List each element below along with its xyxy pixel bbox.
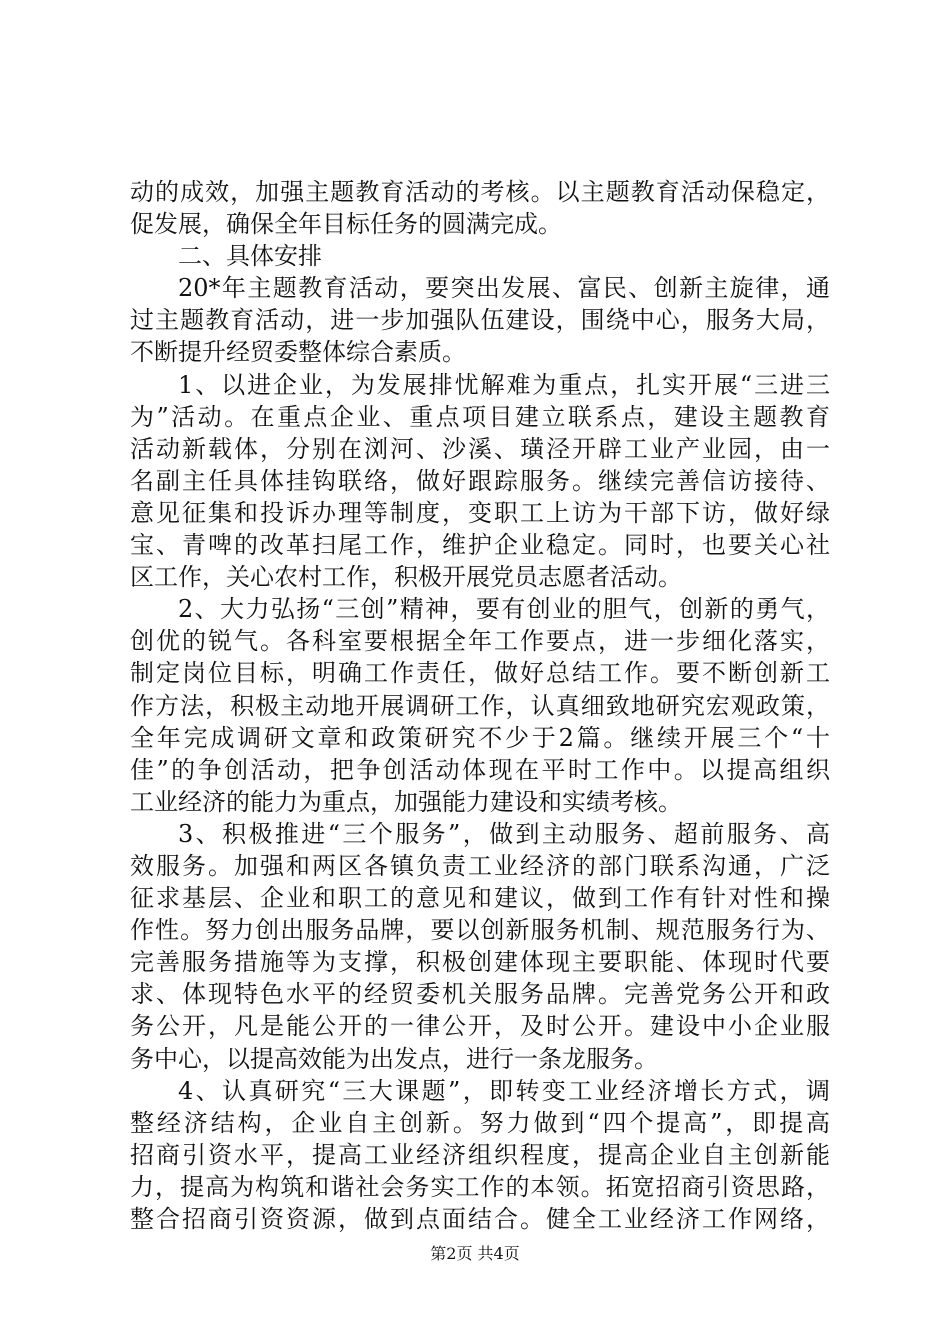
text-line: 整合招商引资资源，做到点面结合。健全工业经济工作网络， [130, 1205, 830, 1233]
text-line: 2、大力弘扬“三创”精神，要有创业的胆气，创新的勇气， [178, 595, 830, 624]
text-line: 务中心，以提高效能为出发点，进行一条龙服务。 [130, 1044, 658, 1073]
text-line: 1、以进企业，为发展排忧解难为重点，扎实开展“三进三 [178, 370, 830, 399]
text-line: 效服务。加强和两区各镇负责工业经济的部门联系沟通，广泛 [130, 851, 830, 880]
page-footer: 第2页 共4页 [430, 1244, 520, 1263]
document-body [130, 176, 830, 1235]
text-line: 过主题教育活动，进一步加强队伍建设，围绕中心，服务大局， [130, 306, 830, 335]
text-line: 求、体现特色水平的经贸委机关服务品牌。完善党务公开和政 [130, 980, 830, 1009]
text-line: 佳”的争创活动，把争创活动体现在平时工作中。以提高组织 [130, 755, 830, 784]
section-heading: 二、具体安排 [178, 242, 322, 271]
text-line: 创优的锐气。各科室要根据全年工作要点，进一步细化落实， [130, 627, 830, 656]
text-line: 活动新载体，分别在浏河、沙溪、璜泾开辟工业产业园，由一 [130, 434, 830, 463]
text-line: 力，提高为构筑和谐社会务实工作的本领。拓宽招商引资思路， [130, 1172, 830, 1201]
text-line: 招商引资水平，提高工业经济组织程度，提高企业自主创新能 [130, 1140, 830, 1169]
text-line: 征求基层、企业和职工的意见和建议，做到工作有针对性和操 [130, 884, 830, 913]
text-line: 全年完成调研文章和政策研究不少于2篇。继续开展三个“十 [130, 723, 830, 752]
text-line: 制定岗位目标，明确工作责任，做好总结工作。要不断创新工 [130, 659, 830, 688]
text-line: 整经济结构，企业自主创新。努力做到“四个提高”，即提高 [130, 1108, 830, 1137]
text-line: 作方法，积极主动地开展调研工作，认真细致地研究宏观政策， [130, 691, 830, 720]
text-line: 促发展，确保全年目标任务的圆满完成。 [130, 210, 562, 239]
text-line: 意见征集和投诉办理等制度，变职工上访为干部下访，做好绿 [130, 498, 830, 527]
text-line: 名副主任具体挂钩联络，做好跟踪服务。继续完善信访接待、 [130, 466, 830, 495]
text-line: 宝、青啤的改革扫尾工作，维护企业稳定。同时，也要关心社 [130, 531, 830, 560]
text-line: 为”活动。在重点企业、重点项目建立联系点，建设主题教育 [130, 402, 830, 431]
text-line: 4、认真研究“三大课题”，即转变工业经济增长方式，调 [178, 1076, 830, 1105]
text-line: 工业经济的能力为重点，加强能力建设和实绩考核。 [130, 787, 682, 816]
text-line: 20*年主题教育活动，要突出发展、富民、创新主旋律，通 [178, 274, 830, 303]
text-line: 3、积极推进“三个服务”，做到主动服务、超前服务、高 [178, 819, 830, 848]
text-line: 区工作，关心农村工作，积极开展党员志愿者活动。 [130, 563, 682, 592]
text-line: 完善服务措施等为支撑，积极创建体现主要职能、体现时代要 [130, 948, 830, 977]
text-line: 务公开，凡是能公开的一律公开，及时公开。建设中小企业服 [130, 1012, 830, 1041]
text-line: 作性。努力创出服务品牌，要以创新服务机制、规范服务行为、 [130, 916, 830, 945]
text-line: 动的成效，加强主题教育活动的考核。以主题教育活动保稳定， [130, 178, 830, 206]
text-line: 不断提升经贸委整体综合素质。 [130, 338, 466, 367]
